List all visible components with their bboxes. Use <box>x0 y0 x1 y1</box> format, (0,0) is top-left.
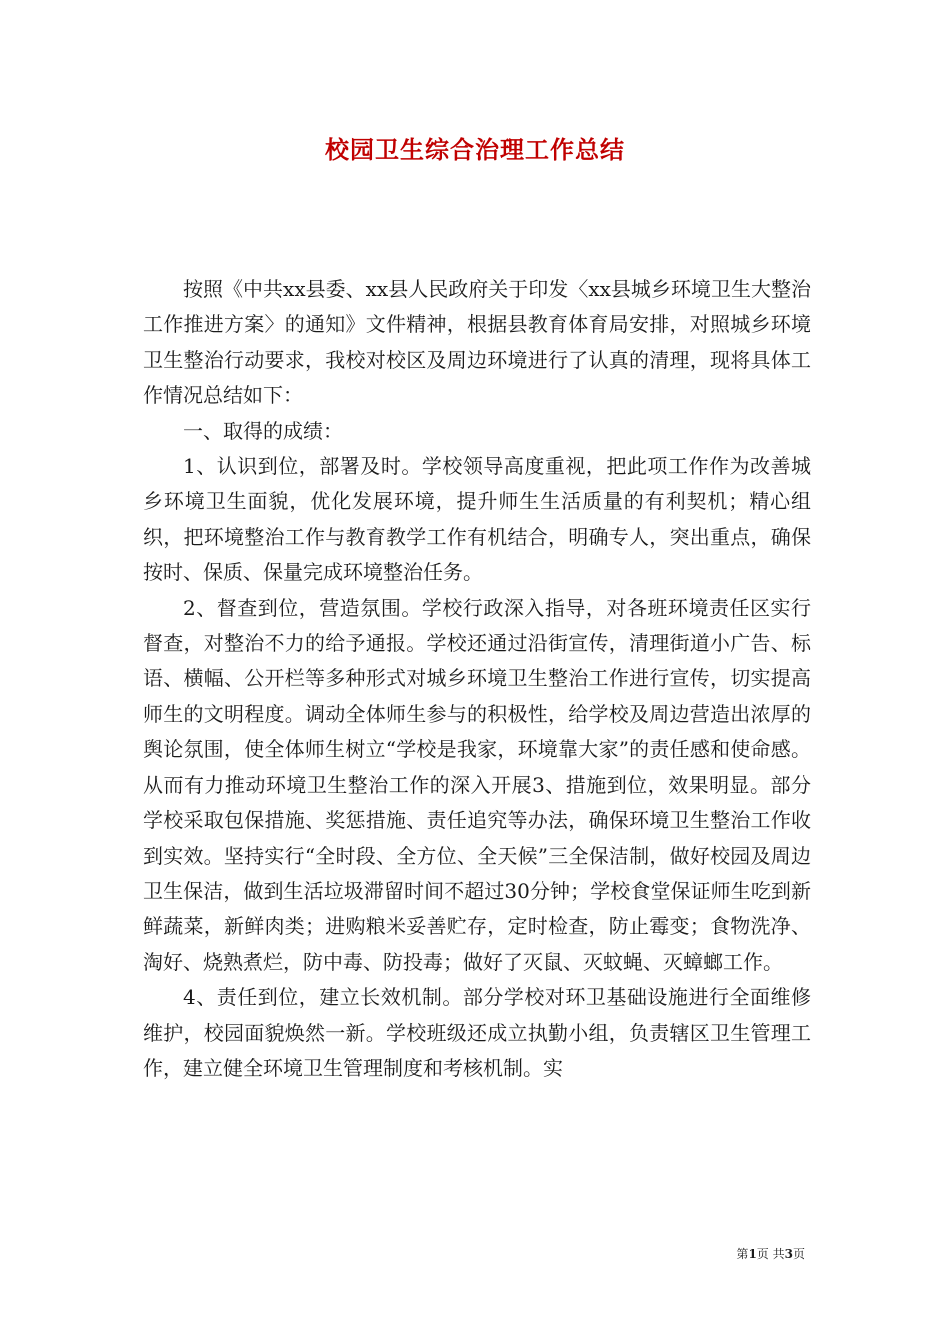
document-body <box>143 272 811 1086</box>
paragraph-item-1: 1、认识到位，部署及时。学校领导高度重视，把此项工作作为改善城乡环境卫生面貌，优化发展环境，提升师生生活质量的有利契机；精心组织，把环境整治工作与教育教学工作有机结合，明确专人，突出重点，确保按时、保质、保量完成环境整治任务。 <box>143 454 811 585</box>
paragraph-item-4: 4、责任到位，建立长效机制。部分学校对环卫基础设施进行全面维修维护，校园面貌焕然一新。学校班级还成立执勤小组，负责辖区卫生管理工作，建立健全环境卫生管理制度和考核机制。实 <box>143 985 811 1080</box>
footer-suffix: 页 <box>792 1247 805 1261</box>
footer-middle: 页 共 <box>756 1247 785 1261</box>
paragraph-section-heading: 一、取得的成绩： <box>183 418 343 443</box>
page-title: 校园卫生综合治理工作总结 <box>325 135 625 164</box>
page-footer <box>736 1245 805 1263</box>
paragraph-intro: 按照《中共xx县委、xx县人民政府关于印发〈xx县城乡环境卫生大整治工作推进方案〉的通知》文件精神，根据县教育体育局安排，对照城乡环境卫生整治行动要求，我校对校区及周边环境进行了认真的清理，现将具体工作情况总结如下： <box>143 277 811 408</box>
footer-total-pages: 3 <box>784 1247 793 1261</box>
footer-current-page: 1 <box>748 1247 757 1261</box>
footer-prefix: 第 <box>736 1247 749 1261</box>
paragraph-item-2-3: 2、督查到位，营造氛围。学校行政深入指导，对各班环境责任区实行督查，对整治不力的给予通报。学校还通过沿街宣传，清理街道小广告、标语、横幅、公开栏等多种形式对城乡环境卫生整治工作进行宣传，切实提高师生的文明程度。调动全体师生参与的积极性，给学校及周边营造出浓厚的舆论氛围，使全体师生树立“学校是我家，环境靠大家”的责任感和使命感。从而有力推动环境卫生整治工作的深入开展3、措施到位，效果明显。部分学校采取包保措施、奖惩措施、责任追究等办法，确保环境卫生整治工作收到实效。坚持实行“全时段、全方位、全天候”三全保洁制，做好校园及周边卫生保洁，做到生活垃圾滞留时间不超过30分钟；学校食堂保证师生吃到新鲜蔬菜，新鲜肉类；进购粮米妥善贮存，定时检查，防止霉变；食物洗净、淘好、烧熟煮烂，防中毒、防投毒；做好了灭鼠、灭蚊蝇、灭蟑螂工作。 <box>143 595 811 974</box>
